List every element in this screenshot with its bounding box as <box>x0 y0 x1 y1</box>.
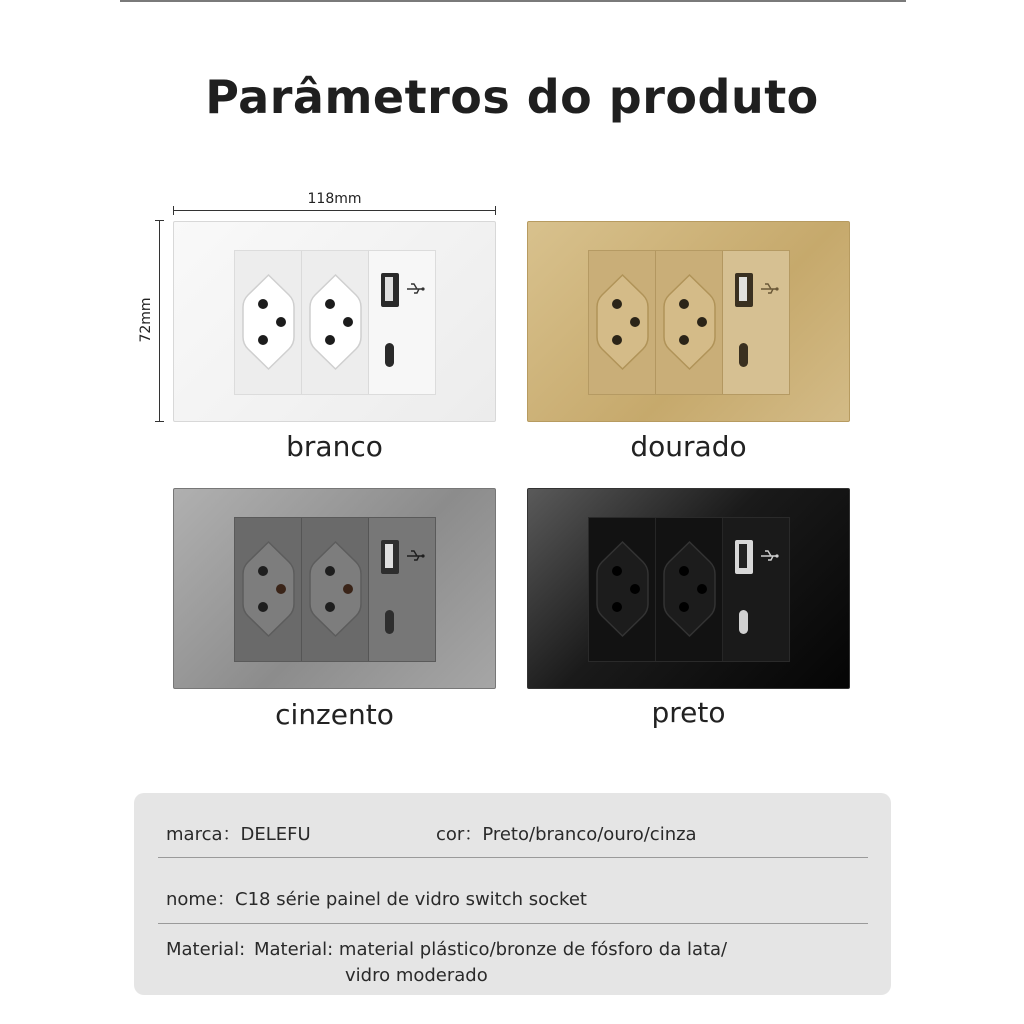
outlet-left <box>589 251 656 394</box>
spec-divider <box>158 857 868 858</box>
color-label-gold: dourado <box>630 430 747 463</box>
socket-icon <box>241 540 296 638</box>
page-title: Parâmetros do produto <box>205 70 819 124</box>
usb-symbol-icon <box>759 546 779 566</box>
panel-white <box>173 221 496 422</box>
outlet-right <box>302 251 369 394</box>
usb-a-port-icon <box>381 273 399 307</box>
usb-symbol-icon <box>759 279 779 299</box>
panel-black <box>527 488 850 689</box>
height-dimension-line <box>159 220 160 422</box>
usb-c-port-icon <box>739 343 748 367</box>
color-label-white: branco <box>286 430 383 463</box>
socket-icon <box>308 273 363 371</box>
spec-brand <box>166 820 311 846</box>
outlet-left <box>589 518 656 661</box>
socket-icon <box>662 273 717 371</box>
outlet-right <box>656 251 723 394</box>
spec-brand-label: marca： <box>166 824 241 845</box>
usb-a-port-icon <box>381 540 399 574</box>
spec-name-label: nome： <box>166 889 236 910</box>
usb-module <box>723 518 789 661</box>
socket-insert <box>234 517 436 662</box>
usb-module <box>369 518 435 661</box>
width-dimension-line <box>173 210 496 211</box>
usb-a-port-icon <box>735 540 753 574</box>
usb-module <box>723 251 789 394</box>
outlet-right <box>302 518 369 661</box>
outlet-left <box>235 518 302 661</box>
usb-c-port-icon <box>385 343 394 367</box>
spec-material <box>166 939 245 960</box>
outlet-right <box>656 518 723 661</box>
socket-insert <box>588 250 790 395</box>
socket-insert <box>588 517 790 662</box>
spec-divider <box>158 923 868 924</box>
panel-gold <box>527 221 850 422</box>
socket-icon <box>595 540 650 638</box>
outlet-left <box>235 251 302 394</box>
top-divider <box>120 0 906 2</box>
spec-material-label: Material: <box>166 939 246 960</box>
spec-name-value: C18 série painel de vidro switch socket <box>235 889 587 910</box>
socket-insert <box>234 250 436 395</box>
width-dimension-label: 118mm <box>307 191 362 207</box>
socket-icon <box>662 540 717 638</box>
specs-box <box>134 793 891 995</box>
socket-icon <box>308 540 363 638</box>
usb-a-port-icon <box>735 273 753 307</box>
spec-color-label: cor： <box>436 824 483 845</box>
socket-icon <box>595 273 650 371</box>
color-label-black: preto <box>651 696 726 729</box>
spec-color-value: Preto/branco/ouro/cinza <box>482 824 697 845</box>
spec-material-value-line2: vidro moderado <box>345 965 488 986</box>
height-dimension-label: 72mm <box>138 297 154 343</box>
spec-material-value-line1: Material: material plástico/bronze de fósforo da lata/ <box>254 939 728 960</box>
socket-icon <box>241 273 296 371</box>
spec-name <box>166 885 587 911</box>
spec-brand-value: DELEFU <box>240 824 311 845</box>
usb-module <box>369 251 435 394</box>
usb-c-port-icon <box>385 610 394 634</box>
panel-gray <box>173 488 496 689</box>
usb-symbol-icon <box>405 546 425 566</box>
color-label-gray: cinzento <box>275 698 394 731</box>
spec-color <box>436 820 697 846</box>
usb-symbol-icon <box>405 279 425 299</box>
usb-c-port-icon <box>739 610 748 634</box>
